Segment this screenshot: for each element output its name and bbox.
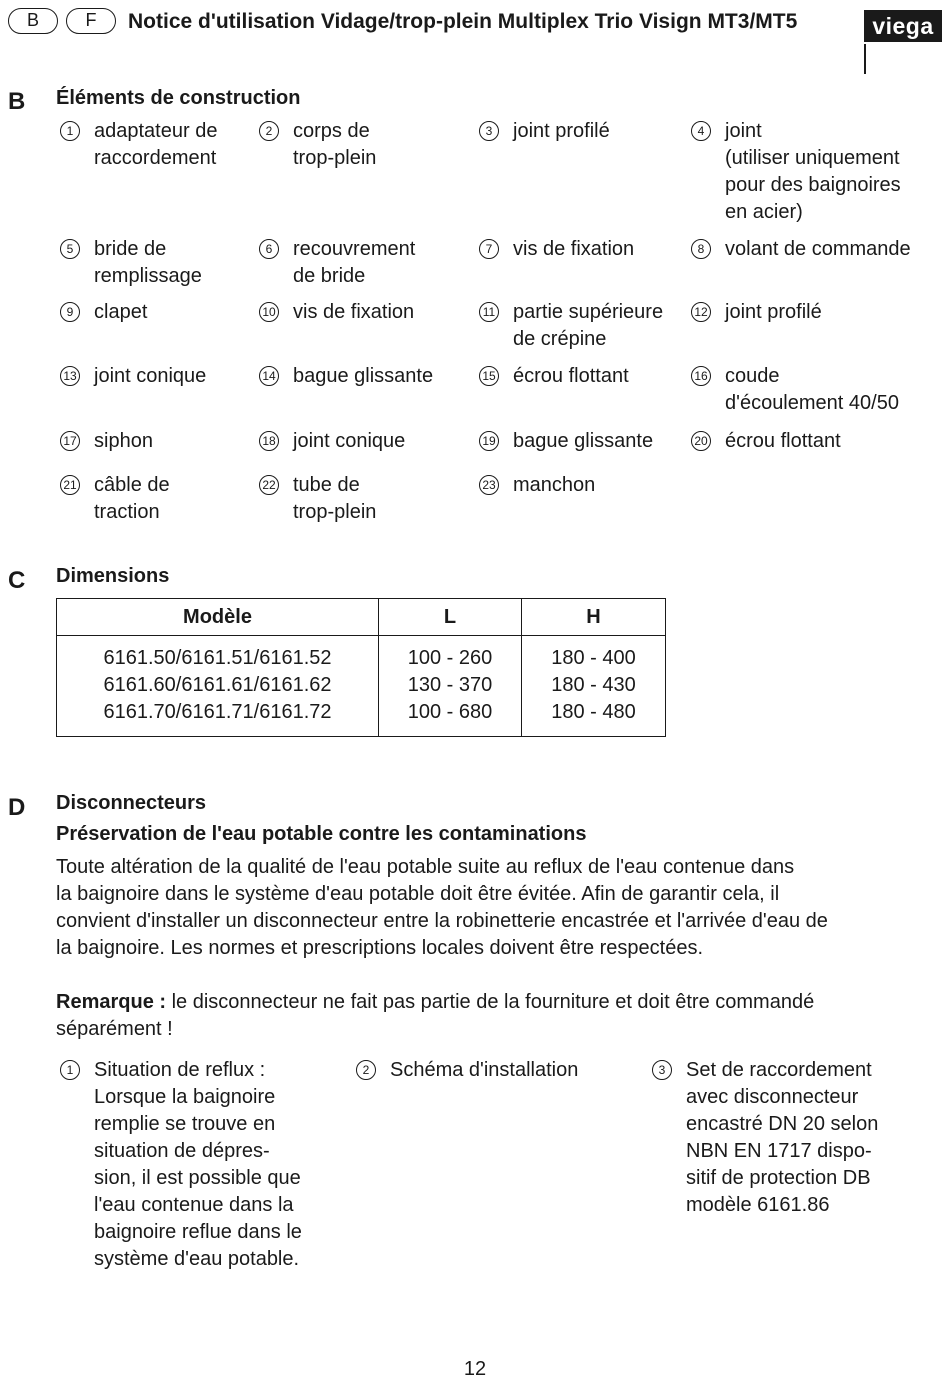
item-label-line: joint conique: [94, 365, 207, 387]
item-label-line: vis de fixation: [293, 301, 415, 323]
list-item: [259, 236, 415, 290]
item-label-line: d'écoulement 40/50: [725, 392, 899, 414]
item-label-line: bague glissante: [293, 365, 434, 387]
item-label-line: remplie se trouve en: [94, 1113, 276, 1135]
paragraph-line: Toute altération de la qualité de l'eau potable suite au reflux de l'eau contenue dans: [56, 856, 795, 878]
list-item: [60, 236, 202, 290]
item-label-line: vis de fixation: [513, 238, 635, 260]
table-cell: 6161.60/6161.61/6161.62: [103, 674, 332, 696]
list-item: [691, 363, 899, 417]
item-number-badge: 5: [60, 239, 80, 259]
table-cell: 180 - 400: [551, 647, 636, 669]
item-label-line: coude: [725, 365, 780, 387]
item-number-badge: 19: [479, 431, 499, 451]
paragraph-line: la baignoire. Les normes et prescriptions locales doivent être respectées.: [56, 937, 704, 959]
item-label-line: corps de: [293, 120, 370, 142]
list-item: [691, 428, 841, 455]
list-item: [60, 1057, 302, 1273]
item-label-line: trop-plein: [293, 147, 377, 169]
item-number-badge: 9: [60, 302, 80, 322]
table-header-row: [57, 599, 666, 636]
item-number-badge: 3: [652, 1060, 672, 1080]
viega-logo: viega: [864, 10, 942, 42]
item-label: [513, 363, 629, 390]
remark-label: Remarque :: [56, 991, 167, 1013]
item-number-badge: 2: [356, 1060, 376, 1080]
item-label: [725, 363, 899, 417]
item-number-badge: 6: [259, 239, 279, 259]
item-number-badge: 17: [60, 431, 80, 451]
item-label-line: joint profilé: [725, 301, 822, 323]
list-item: [479, 236, 634, 263]
item-label: [513, 472, 595, 499]
table-cell: 180 - 430: [551, 674, 636, 696]
item-number-badge: 13: [60, 366, 80, 386]
item-label: [94, 472, 170, 526]
table-cell: 6161.50/6161.51/6161.52: [103, 647, 332, 669]
item-label-line: bride de: [94, 238, 167, 260]
document-title: Notice d'utilisation Vidage/trop-plein Multiplex Trio Visign MT3/MT5: [128, 10, 798, 33]
item-label-line: volant de commande: [725, 238, 911, 260]
item-label-line: sion, il est possible que: [94, 1167, 301, 1189]
list-item: [60, 363, 206, 390]
item-label: [94, 299, 147, 326]
item-label-line: l'eau contenue dans la: [94, 1194, 294, 1216]
item-label-line: situation de dépres-: [94, 1140, 270, 1162]
item-label-line: encastré DN 20 selon: [686, 1113, 879, 1135]
item-label-line: adaptateur de: [94, 120, 218, 142]
item-label-line: clapet: [94, 301, 148, 323]
paragraph-line: convient d'installer un disconnecteur entre la robinetterie encastrée et l'arrivée d'eau de: [56, 910, 828, 932]
list-item: [691, 299, 822, 326]
list-item: [60, 472, 170, 526]
item-label-line: avec disconnecteur: [686, 1086, 859, 1108]
item-number-badge: 10: [259, 302, 279, 322]
section-title-c: Dimensions: [56, 565, 170, 587]
item-label-line: NBN EN 1717 dispo-: [686, 1140, 872, 1162]
item-label-line: baignoire reflue dans le: [94, 1221, 302, 1243]
list-item: [60, 299, 147, 326]
item-label: [513, 236, 634, 263]
section-title-d: Disconnecteurs: [56, 792, 207, 814]
list-item: [60, 118, 217, 172]
item-label: [513, 118, 610, 145]
list-item: [691, 236, 911, 263]
list-item: [479, 472, 595, 499]
remark-paragraph: [56, 989, 946, 1043]
column-header-h: H: [522, 599, 666, 636]
item-label-line: recouvrement: [293, 238, 416, 260]
item-label: [725, 236, 911, 263]
item-label-line: manchon: [513, 474, 596, 496]
table-cell: 100 - 680: [407, 701, 493, 723]
item-label: [686, 1057, 878, 1219]
table-cell: 100 - 260: [407, 647, 493, 669]
table-cell: 180 - 480: [551, 701, 636, 723]
item-number-badge: 15: [479, 366, 499, 386]
list-item: [356, 1057, 578, 1084]
list-item: [691, 118, 901, 226]
item-number-badge: 8: [691, 239, 711, 259]
item-label: [94, 428, 153, 455]
table-cell: 130 - 370: [407, 674, 493, 696]
l-cell: [379, 636, 522, 737]
item-number-badge: 1: [60, 121, 80, 141]
section-letter-c: C: [8, 567, 26, 594]
item-label-line: raccordement: [94, 147, 217, 169]
language-badge-f: F: [66, 8, 116, 34]
list-item: [479, 363, 629, 390]
item-label: [513, 299, 663, 353]
item-label-line: partie supérieure: [513, 301, 664, 323]
section-title-b: Éléments de construction: [56, 87, 301, 109]
dimensions-table: [56, 598, 666, 737]
item-label-line: modèle 6161.86: [686, 1194, 830, 1216]
list-item: [479, 428, 653, 455]
item-number-badge: 16: [691, 366, 711, 386]
item-number-badge: 3: [479, 121, 499, 141]
item-label-line: de crépine: [513, 328, 607, 350]
item-number-badge: 23: [479, 475, 499, 495]
item-label-line: de bride: [293, 265, 366, 287]
item-label: [293, 118, 376, 172]
item-number-badge: 11: [479, 302, 499, 322]
item-label-line: écrou flottant: [513, 365, 629, 387]
item-label: [293, 236, 415, 290]
item-label-line: Schéma d'installation: [390, 1059, 579, 1081]
item-number-badge: 20: [691, 431, 711, 451]
item-label: [94, 118, 217, 172]
item-label-line: bague glissante: [513, 430, 654, 452]
item-number-badge: 4: [691, 121, 711, 141]
item-label: [94, 1057, 302, 1273]
item-label-line: joint conique: [293, 430, 406, 452]
item-number-badge: 14: [259, 366, 279, 386]
section-letter-b: B: [8, 88, 26, 115]
item-label: [513, 428, 653, 455]
list-item: [479, 299, 663, 353]
item-label: [293, 428, 405, 455]
item-label-line: Set de raccordement: [686, 1059, 872, 1081]
list-item: [259, 472, 376, 526]
h-cell: [522, 636, 666, 737]
item-label: [293, 299, 414, 326]
item-number-badge: 1: [60, 1060, 80, 1080]
item-label: [725, 299, 822, 326]
item-label-line: joint: [725, 120, 762, 142]
item-label-line: remplissage: [94, 265, 202, 287]
item-number-badge: 18: [259, 431, 279, 451]
item-label-line: en acier): [725, 201, 803, 223]
item-label-line: Situation de reflux :: [94, 1059, 266, 1081]
model-cell: [57, 636, 379, 737]
item-label-line: sitif de protection DB: [686, 1167, 871, 1189]
section-subtitle-d: Préservation de l'eau potable contre les contaminations: [56, 823, 587, 845]
item-label-line: (utiliser uniquement: [725, 147, 900, 169]
item-label-line: câble de: [94, 474, 170, 496]
section-letter-d: D: [8, 794, 26, 821]
item-number-badge: 12: [691, 302, 711, 322]
item-label: [390, 1057, 578, 1084]
item-label-line: tube de: [293, 474, 360, 496]
item-label-line: siphon: [94, 430, 153, 452]
table-row: [57, 636, 666, 737]
remark-text-continued: séparément !: [56, 1018, 173, 1040]
remark-text: le disconnecteur ne fait pas partie de la fourniture et doit être commandé: [166, 991, 815, 1013]
item-label: [725, 118, 901, 226]
list-item: [479, 118, 610, 145]
list-item: [60, 428, 153, 455]
column-header-model: Modèle: [57, 599, 379, 636]
item-label-line: joint profilé: [513, 120, 610, 142]
list-item: [259, 363, 433, 390]
item-number-badge: 22: [259, 475, 279, 495]
paragraph-line: la baignoire dans le système d'eau potable doit être évitée. Afin de garantir cela, il: [56, 883, 780, 905]
item-label-line: pour des baignoires: [725, 174, 901, 196]
list-item: [259, 299, 414, 326]
item-number-badge: 7: [479, 239, 499, 259]
body-paragraph: [56, 854, 946, 962]
list-item: [259, 428, 405, 455]
item-number-badge: 21: [60, 475, 80, 495]
table-cell: 6161.70/6161.71/6161.72: [103, 701, 332, 723]
item-label: [94, 363, 206, 390]
item-label: [725, 428, 841, 455]
list-item: [259, 118, 376, 172]
item-label: [94, 236, 202, 290]
item-label-line: trop-plein: [293, 501, 377, 523]
item-number-badge: 2: [259, 121, 279, 141]
item-label-line: Lorsque la baignoire: [94, 1086, 276, 1108]
list-item: [652, 1057, 878, 1219]
item-label: [293, 363, 433, 390]
column-header-l: L: [379, 599, 522, 636]
item-label: [293, 472, 376, 526]
page-number: 12: [463, 1358, 487, 1380]
item-label-line: écrou flottant: [725, 430, 841, 452]
logo-divider: [864, 44, 866, 74]
item-label-line: traction: [94, 501, 160, 523]
language-badge-b: B: [8, 8, 58, 34]
item-label-line: système d'eau potable.: [94, 1248, 300, 1270]
